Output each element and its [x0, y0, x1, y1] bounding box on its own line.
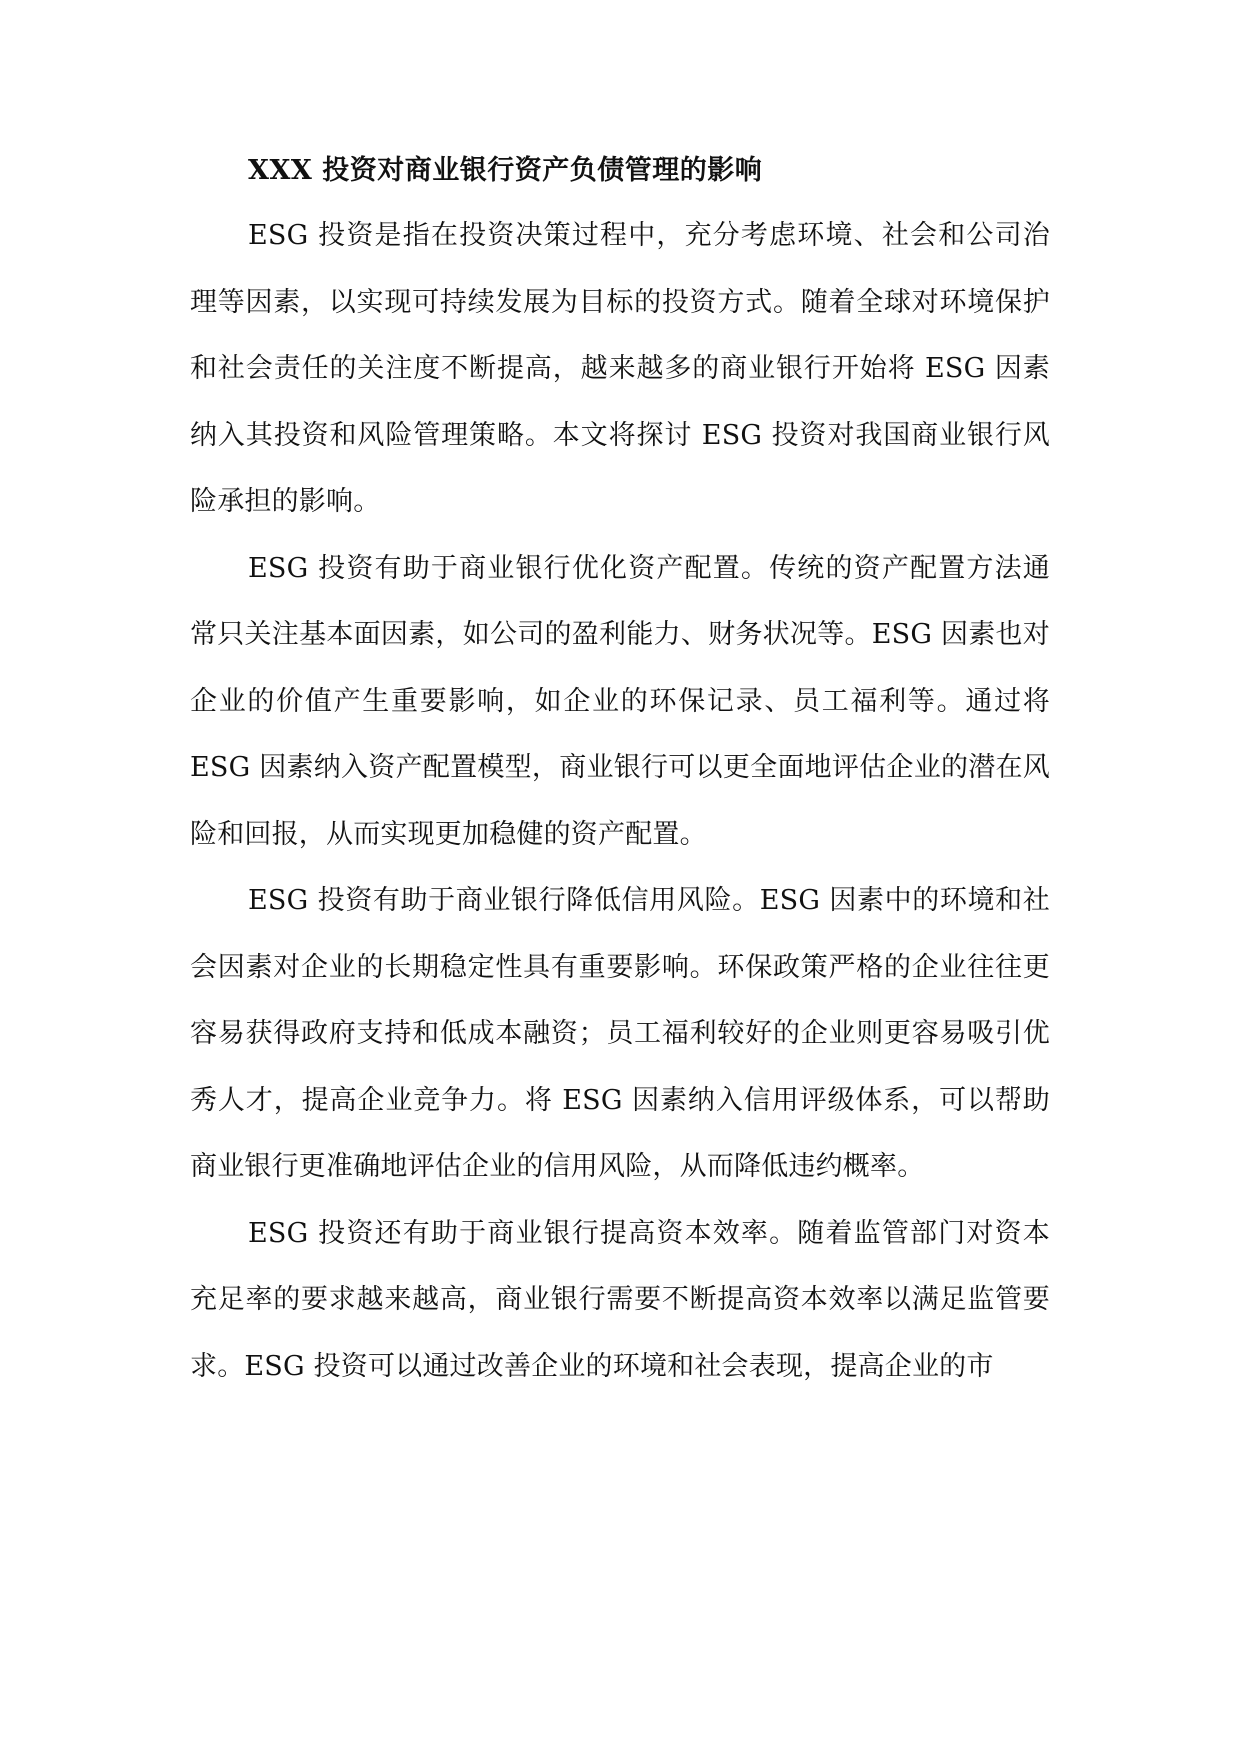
paragraph-asset-allocation: ESG 投资有助于商业银行优化资产配置。传统的资产配置方法通常只关注基本面因素，如公司的盈利能力、财务状况等。ESG 因素也对企业的价值产生重要影响，如企业的环保记录、员工福利等。通过将 ESG 因素纳入资产配置模型，商业银行可以更全面地评估企业的潜在风险和回报，从而实现更加稳健的资产配置。 — [190, 552, 1050, 850]
paragraph-capital-efficiency: ESG 投资还有助于商业银行提高资本效率。随着监管部门对资本充足率的要求越来越高，商业银行需要不断提高资本效率以满足监管要求。ESG 投资可以通过改善企业的环境和社会表现，提高企业的市 — [190, 1217, 1050, 1382]
paragraph-intro: ESG 投资是指在投资决策过程中，充分考虑环境、社会和公司治理等因素，以实现可持续发展为目标的投资方式。随着全球对环境保护和社会责任的关注度不断提高，越来越多的商业银行开始将 ESG 因素纳入其投资和风险管理策略。本文将探讨 ESG 投资对我国商业银行风险承担的影响。 — [190, 220, 1050, 517]
document-body — [190, 147, 1050, 1400]
document-title: XXX 投资对商业银行资产负债管理的影响 — [248, 155, 763, 186]
paragraph-credit-risk: ESG 投资有助于商业银行降低信用风险。ESG 因素中的环境和社会因素对企业的长期稳定性具有重要影响。环保政策严格的企业往往更容易获得政府支持和低成本融资；员工福利较好的企业则更容易吸引优秀人才，提高企业竞争力。将 ESG 因素纳入信用评级体系，可以帮助商业银行更准确地评估企业的信用风险，从而降低违约概率。 — [190, 885, 1050, 1182]
